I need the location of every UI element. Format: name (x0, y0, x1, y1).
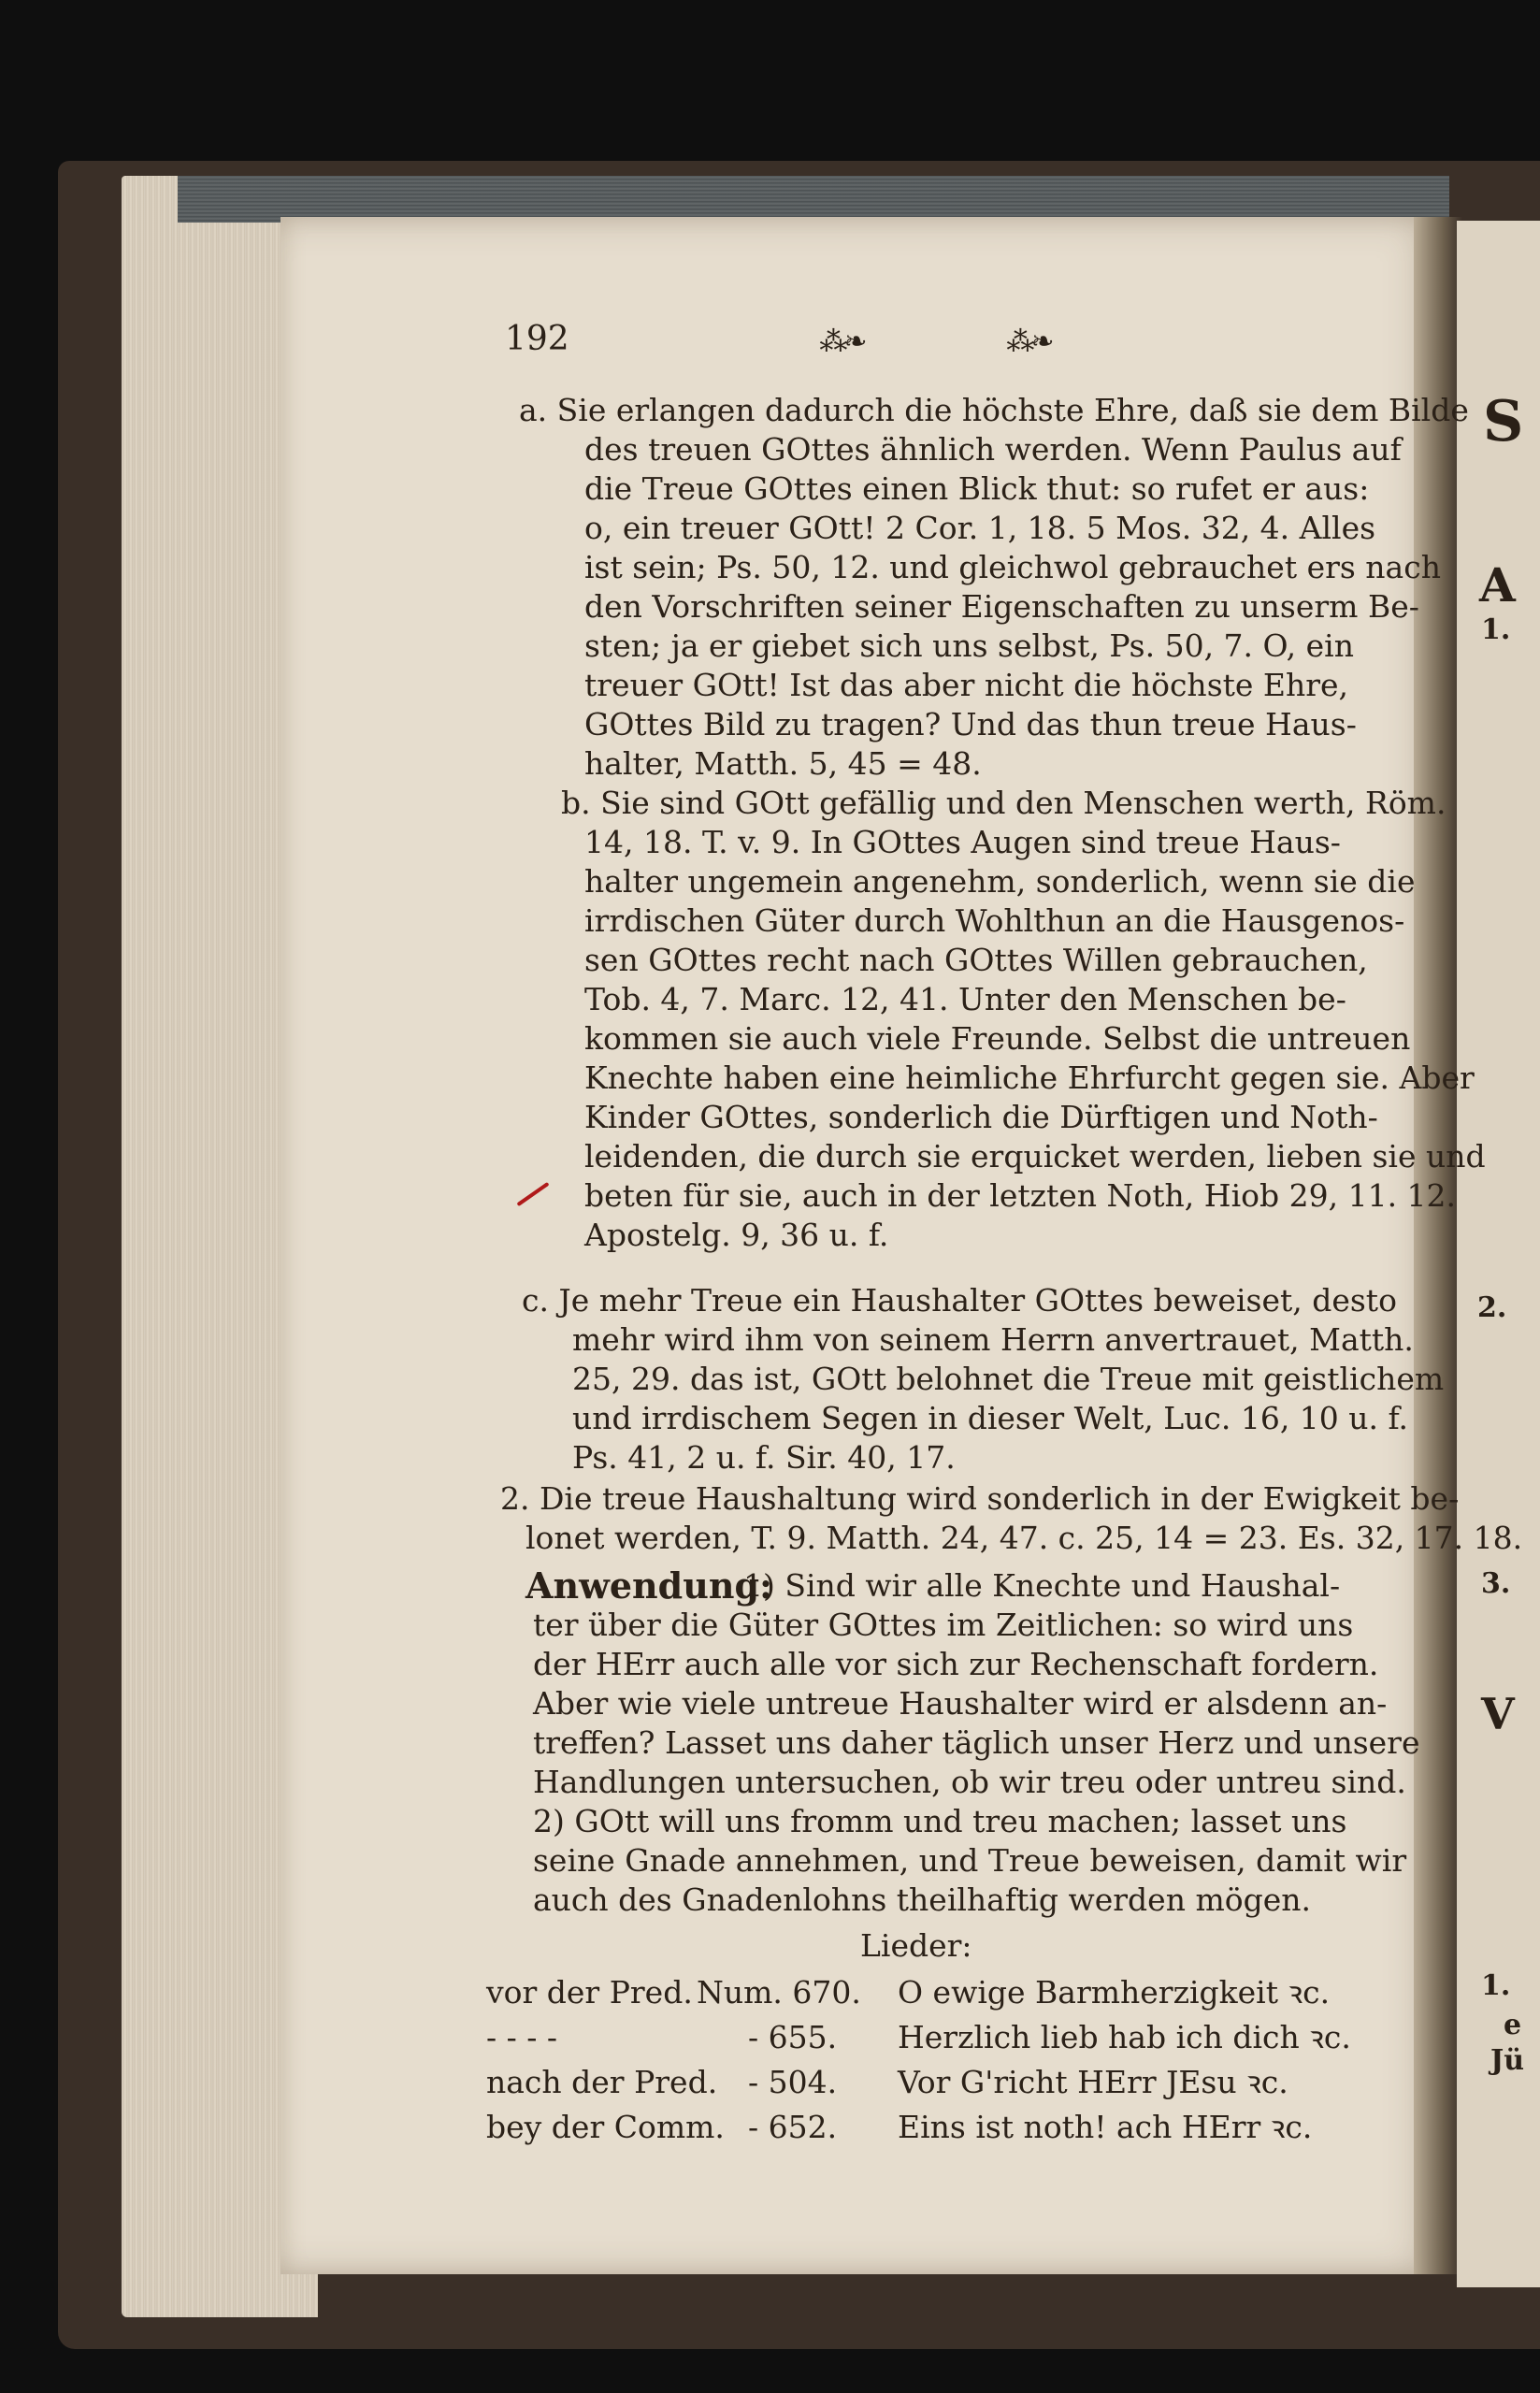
text-line: 2. Die treue Haushaltung wird sonderlich in der Ewigkeit be- (500, 1480, 1460, 1517)
song-when: nach der Pred. (486, 2064, 718, 2100)
text-line: auch des Gnadenlohns theilhaftig werden mögen. (533, 1881, 1312, 1918)
next-page-char: 2. (1477, 1291, 1507, 1324)
next-page-char: 1. (1481, 1969, 1511, 2002)
text-line: Knechte haben eine heimliche Ehrfurcht gegen sie. Aber (584, 1060, 1475, 1096)
song-number: Num. 670. (697, 1974, 861, 2011)
text-line: halter ungemein angenehm, sonderlich, wenn sie die (584, 863, 1416, 900)
text-line: b. Sie sind GOtt gefällig und den Menschen werth, Röm. (561, 785, 1446, 821)
text-line: beten für sie, auch in der letzten Noth, Hiob 29, 11. 12. (584, 1177, 1457, 1214)
text-line: sten; ja er giebet sich uns selbst, Ps. 50, 7. O, ein (584, 627, 1354, 664)
text-line: 25, 29. das ist, GOtt belohnet die Treue mit geistlichem (572, 1361, 1445, 1397)
next-page-char: V (1481, 1689, 1515, 1739)
ornament-icon: ⁂❧ (819, 325, 864, 358)
songs-heading: Lieder: (860, 1927, 972, 1964)
next-page-char: 1. (1481, 613, 1511, 646)
top-page-edge (178, 176, 1449, 223)
text-line: den Vorschriften seiner Eigenschaften zu unserm Be- (584, 588, 1419, 625)
text-line: lonet werden, T. 9. Matth. 24, 47. c. 25, 14 = 23. Es. 32, 17. 18. (525, 1520, 1523, 1556)
text-line: 2) GOtt will uns fromm und treu machen; lasset uns (533, 1803, 1347, 1839)
song-number: - 504. (748, 2064, 838, 2100)
page-header (505, 320, 1346, 367)
text-line: treuer GOtt! Ist das aber nicht die höchste Ehre, (584, 667, 1349, 703)
song-title: Vor G'richt HErr JEsu ꝛc. (898, 2064, 1288, 2100)
book-gutter (1414, 217, 1462, 2274)
page-number: 192 (505, 320, 569, 358)
text-line: leidenden, die durch sie erquicket werden, lieben sie und (584, 1138, 1486, 1175)
text-line: kommen sie auch viele Freunde. Selbst die untreuen (584, 1020, 1411, 1057)
song-when: bey der Comm. (486, 2109, 725, 2145)
text-line: 14, 18. T. v. 9. In GOttes Augen sind treue Haus- (584, 824, 1341, 860)
text-line: Ps. 41, 2 u. f. Sir. 40, 17. (572, 1439, 956, 1476)
song-title: Herzlich lieb hab ich dich ꝛc. (898, 2019, 1351, 2055)
text-line: irrdischen Güter durch Wohlthun an die Hausgenos- (584, 902, 1405, 939)
text-line: die Treue GOttes einen Blick thut: so rufet er aus: (584, 470, 1370, 507)
song-when: - - - - (486, 2019, 558, 2055)
text-line: treffen? Lasset uns daher täglich unser Herz und unsere (533, 1724, 1420, 1761)
text-line: ist sein; Ps. 50, 12. und gleichwol gebrauchet ers nach (584, 549, 1441, 585)
application-heading: Anwendung: (525, 1564, 773, 1607)
text-line: a. Sie erlangen dadurch die höchste Ehre, daß sie dem Bilde (519, 392, 1469, 428)
song-title: O ewige Barmherzigkeit ꝛc. (898, 1974, 1331, 2011)
text-line: und irrdischem Segen in dieser Welt, Luc. 16, 10 u. f. (572, 1400, 1409, 1436)
text-line: der HErr auch alle vor sich zur Rechenschaft fordern. (533, 1646, 1379, 1682)
text-line: mehr wird ihm von seinem Herrn anvertrauet, Matth. (572, 1321, 1414, 1358)
right-page-fragment (1457, 221, 1540, 2287)
song-number: - 652. (748, 2109, 838, 2145)
text-line: c. Je mehr Treue ein Haushalter GOttes beweiset, desto (522, 1282, 1397, 1319)
text-line: Tob. 4, 7. Marc. 12, 41. Unter den Menschen be- (584, 981, 1346, 1017)
next-page-char: 3. (1481, 1567, 1511, 1600)
text-line: o, ein treuer GOtt! 2 Cor. 1, 18. 5 Mos. 32, 4. Alles (584, 510, 1376, 546)
text-line: des treuen GOttes ähnlich werden. Wenn Paulus auf (584, 431, 1402, 468)
next-page-char: S (1483, 389, 1524, 454)
ornament-icon: ⁂❧ (1006, 325, 1051, 358)
text-line: halter, Matth. 5, 45 = 48. (584, 745, 982, 782)
text-line: Handlungen untersuchen, ob wir treu oder untreu sind. (533, 1764, 1406, 1800)
text-line: GOttes Bild zu tragen? Und das thun treue Haus- (584, 706, 1357, 742)
text-line: Aber wie viele untreue Haushalter wird er alsdenn an- (533, 1685, 1388, 1722)
song-number: - 655. (748, 2019, 838, 2055)
song-when: vor der Pred. (486, 1974, 693, 2011)
text-line: seine Gnade annehmen, und Treue beweisen, damit wir (533, 1842, 1407, 1879)
text-line: Kinder GOttes, sonderlich die Dürftigen und Noth- (584, 1099, 1378, 1135)
text-line: ter über die Güter GOttes im Zeitlichen: so wird uns (533, 1607, 1354, 1643)
next-page-char: Jü (1490, 2044, 1525, 2077)
text-line: sen GOttes recht nach GOttes Willen gebrauchen, (584, 942, 1368, 978)
text-line: Apostelg. 9, 36 u. f. (584, 1217, 889, 1253)
song-title: Eins ist noth! ach HErr ꝛc. (898, 2109, 1313, 2145)
next-page-char: e (1504, 2009, 1522, 2041)
next-page-char: A (1479, 557, 1516, 613)
text-line: 1) Sind wir alle Knechte und Haushal- (743, 1567, 1341, 1604)
